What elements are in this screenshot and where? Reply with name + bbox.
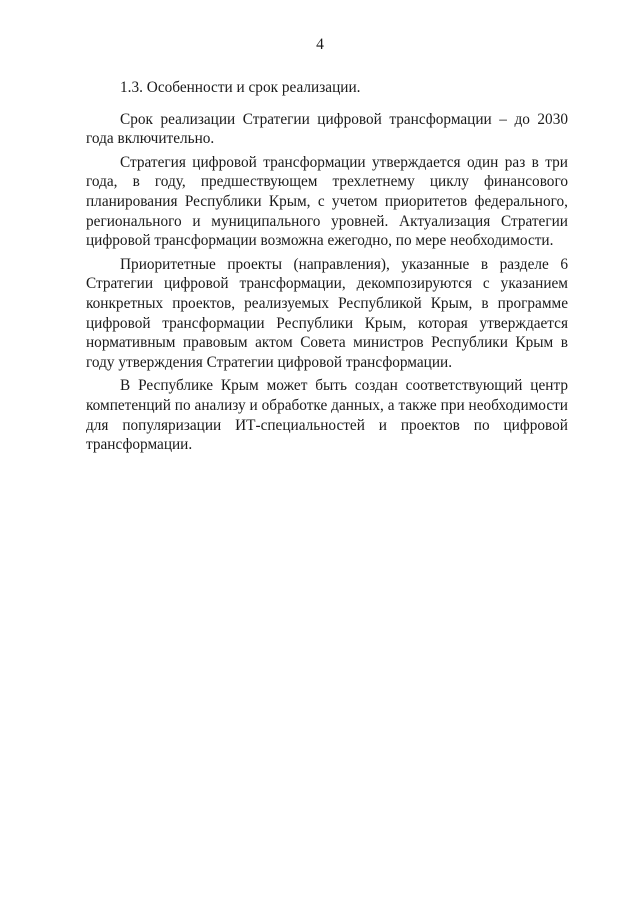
document-body — [86, 78, 568, 459]
paragraph-priority-projects: Приоритетные проекты (направления), указанные в разделе 6 Стратегии цифровой трансформации, декомпозируются с указанием конкретных проектов, реализуемых Республикой Крым, в программе цифровой трансформации Республики Крым, которая утверждается нормативным правовым актом Совета министров Республики Крым в году утверждения Стратегии цифровой трансформации. — [86, 255, 568, 371]
page-number: 4 — [316, 36, 324, 53]
section-heading: 1.3. Особенности и срок реализации. — [120, 79, 361, 96]
paragraph-implementation-term: Срок реализации Стратегии цифровой трансформации – до 2030 года включительно. — [86, 110, 568, 148]
paragraph-competence-center: В Республике Крым может быть создан соответствующий центр компетенций по анализу и обработке данных, а также при необходимости для популяризации ИТ-специальностей и проектов по цифровой трансформации. — [86, 377, 568, 454]
paragraph-approval-cycle: Стратегия цифровой трансформации утверждается один раз в три года, в году, предшествующем трехлетнему циклу финансового планирования Республики Крым, с учетом приоритетов федерального, регионального и муниципального уровней. Актуализация Стратегии цифровой трансформации возможна ежегодно, по мере необходимости. — [86, 153, 568, 250]
